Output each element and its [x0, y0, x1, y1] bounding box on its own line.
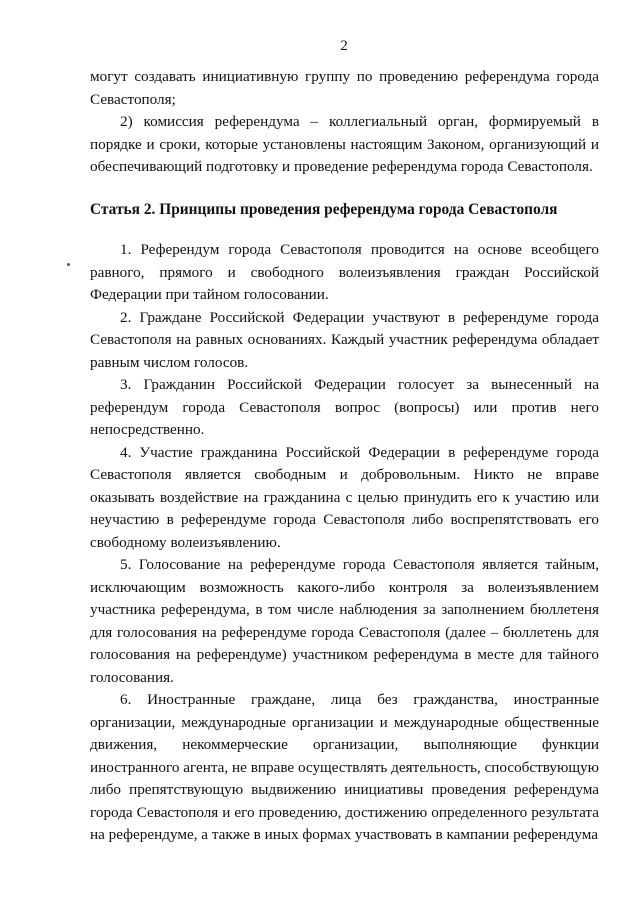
article-paragraph-6: 6. Иностранные граждане, лица без гражданства, иностранные организации, международные организации и международные общественные движения, некоммерческие организации, выполняющие функции иностранного агента, не вправе осуществлять деятельность, способствующую либо препятствующую выдвижению инициативы проведения референдума города Севастополя и его проведению, достижению определенного результата на референдуме, а также в иных формах участвовать в кампании референдума [90, 691, 599, 843]
article-paragraph-5: 5. Голосование на референдуме города Севастополя является тайным, исключающим возможность какого-либо контроля за волеизъявлением участника референдума, в том числе наблюдения за заполнением бюллетеня для голосования на референдуме города Севастополя (далее – бюллетень для голосования на референдуме) участником референдума в месте для тайного голосования. [90, 556, 599, 686]
intro-paragraph-2: 2) комиссия референдума – коллегиальный орган, формируемый в порядке и сроки, которые установлены настоящим Законом, организующий и обеспечивающий подготовку и проведение референдума города Севастополя. [90, 113, 599, 175]
article-heading: Статья 2. Принципы проведения референдума города Севастополя [90, 200, 558, 218]
margin-mark [67, 263, 70, 266]
page-number: 2 [340, 38, 348, 54]
article-paragraph-3: 3. Гражданин Российской Федерации голосует за вынесенный на референдум города Севастополя вопрос (вопросы) или против него непосредственно. [90, 376, 599, 438]
article-paragraph-1: 1. Референдум города Севастополя проводится на основе всеобщего равного, прямого и свободного волеизъявления граждан Российской Федерации при тайном голосовании. [90, 241, 599, 303]
document-body [90, 66, 599, 847]
article-paragraph-2: 2. Граждане Российской Федерации участвуют в референдуме города Севастополя на равных основаниях. Каждый участник референдума обладает равным числом голосов. [90, 308, 599, 371]
intro-paragraph-1: могут создавать инициативную группу по проведению референдума города Севастополя; [90, 68, 599, 108]
article-paragraph-4: 4. Участие гражданина Российской Федерации в референдуме города Севастополя является свободным и добровольным. Никто не вправе оказывать воздействие на гражданина с целью принудить его к участию или неучастию в референдуме города Севастополя либо воспрепятствовать его свободному волеизъявлению. [90, 443, 599, 551]
